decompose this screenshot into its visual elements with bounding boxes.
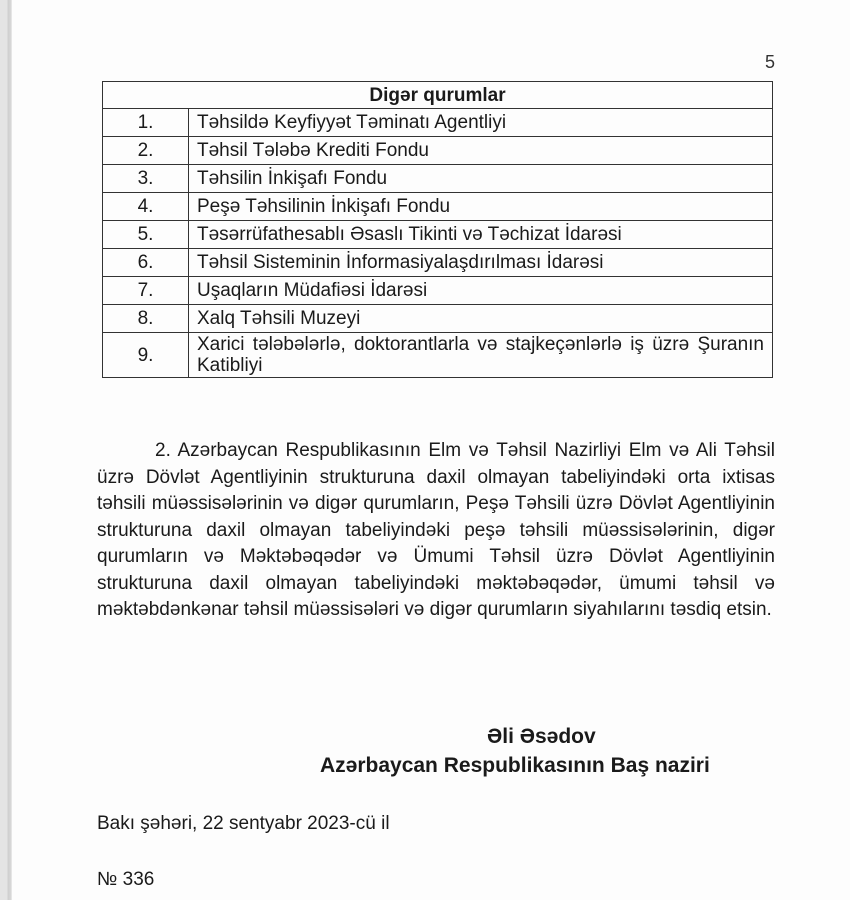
row-number: 4. — [103, 193, 189, 221]
table-row — [103, 193, 773, 221]
table-row — [103, 277, 773, 305]
institution-name: Xarici tələbələrlə, doktorantlarla və stajkeçənlərlə iş üzrə Şuranın Katibliyi — [189, 333, 773, 378]
row-number: 9. — [103, 333, 189, 378]
institution-name: Xalq Təhsili Muzeyi — [189, 305, 773, 333]
row-number: 6. — [103, 249, 189, 277]
row-number: 7. — [103, 277, 189, 305]
row-number: 1. — [103, 109, 189, 137]
signatory-title: Azərbaycan Respublikasının Baş naziri — [320, 754, 710, 777]
institution-name: Təhsil Tələbə Krediti Fondu — [189, 137, 773, 165]
row-number: 5. — [103, 221, 189, 249]
row-number: 3. — [103, 165, 189, 193]
decree-paragraph-2: 2. Azərbaycan Respublikasının Elm və Təhsil Nazirliyi Elm və Ali Təhsil üzrə Dövlət Agentliyinin strukturuna daxil olmayan tabeliyindəki orta ixtisas təhsili müəssisələrinin və digər qurumların, Peşə Təhsili üzrə Dövlət Agentliyinin strukturuna daxil olmayan tabeliyindəki peşə təhsili müəssisələrinin, digər qurumların və Məktəbəqədər və Ümumi Təhsil üzrə Dövlət Agentliyinin strukturuna daxil olmayan tabeliyindəki məktəbəqədər, ümumi təhsil və məktəbdənkənar təhsil müəssisələri və digər qurumların siyahılarını təsdiq etsin. — [97, 440, 775, 620]
place-and-date: Bakı şəhəri, 22 sentyabr 2023-cü il — [97, 813, 390, 834]
institution-name: Təhsilin İnkişafı Fondu — [189, 165, 773, 193]
document-number: № 336 — [97, 869, 155, 890]
institution-name: Uşaqların Müdafiəsi İdarəsi — [189, 277, 773, 305]
row-number: 8. — [103, 305, 189, 333]
institution-name: Təhsil Sisteminin İnformasiyalaşdırılması İdarəsi — [189, 249, 773, 277]
institution-name: Peşə Təhsilinin İnkişafı Fondu — [189, 193, 773, 221]
table-row — [103, 137, 773, 165]
table-header-row — [103, 82, 773, 109]
table-row — [103, 165, 773, 193]
table-row — [103, 109, 773, 137]
table-header: Digər qurumlar — [103, 82, 773, 109]
viewer-gutter — [0, 0, 12, 900]
table-row — [103, 221, 773, 249]
table-row — [103, 305, 773, 333]
page-number: 5 — [765, 52, 776, 72]
other-institutions-table — [102, 81, 773, 378]
signatory-name: Əli Əsədov — [487, 725, 596, 748]
table-row — [103, 333, 773, 378]
institution-name: Təhsildə Keyfiyyət Təminatı Agentliyi — [189, 109, 773, 137]
row-number: 2. — [103, 137, 189, 165]
table-row — [103, 249, 773, 277]
institution-name: Təsərrüfathesablı Əsaslı Tikinti və Təchizat İdarəsi — [189, 221, 773, 249]
